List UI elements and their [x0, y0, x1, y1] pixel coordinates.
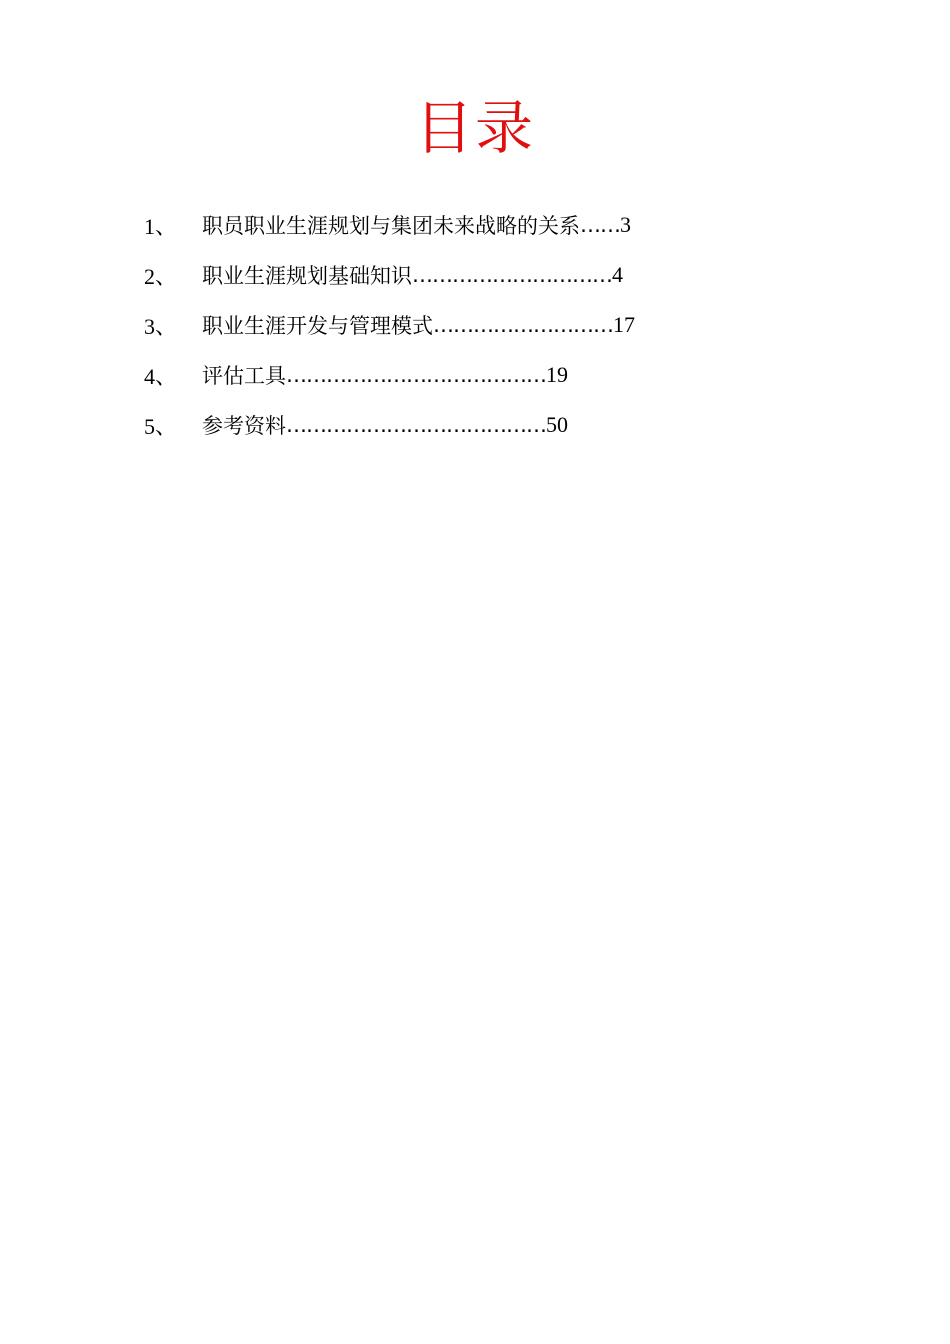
- toc-entry-page: 17: [613, 312, 635, 337]
- toc-entry-page: 19: [546, 362, 568, 387]
- toc-entry-leader: …………………………………: [286, 363, 546, 387]
- toc-list: [144, 200, 764, 450]
- toc-entry-number: 5、: [144, 413, 178, 439]
- toc-entry-leader: ……: [580, 213, 620, 237]
- toc-entry-title: 职业生涯开发与管理模式: [202, 314, 433, 338]
- toc-entry-number: 2、: [144, 263, 178, 289]
- toc-entry-page: 50: [546, 412, 568, 437]
- toc-entry-leader: …………………………: [412, 263, 612, 287]
- toc-entry-leader: ………………………: [433, 313, 613, 337]
- toc-entry-page: 3: [620, 212, 631, 237]
- toc-entry-leader: …………………………………: [286, 413, 546, 437]
- toc-entry[interactable]: [144, 250, 764, 300]
- toc-title: 目录: [414, 94, 535, 162]
- toc-entry-page: 4: [612, 262, 623, 287]
- toc-entry-title: 评估工具: [202, 364, 286, 388]
- toc-entry-number: 4、: [144, 363, 178, 389]
- toc-entry[interactable]: [144, 200, 764, 250]
- toc-entry-number: 3、: [144, 313, 178, 339]
- toc-entry-title: 职业生涯规划基础知识: [202, 264, 412, 288]
- toc-entry-number: 1、: [144, 213, 178, 239]
- toc-entry[interactable]: [144, 350, 764, 400]
- toc-entry-title: 职员职业生涯规划与集团未来战略的关系: [202, 214, 580, 238]
- toc-entry[interactable]: [144, 300, 764, 350]
- toc-entry-title: 参考资料: [202, 414, 286, 438]
- toc-entry[interactable]: [144, 400, 764, 450]
